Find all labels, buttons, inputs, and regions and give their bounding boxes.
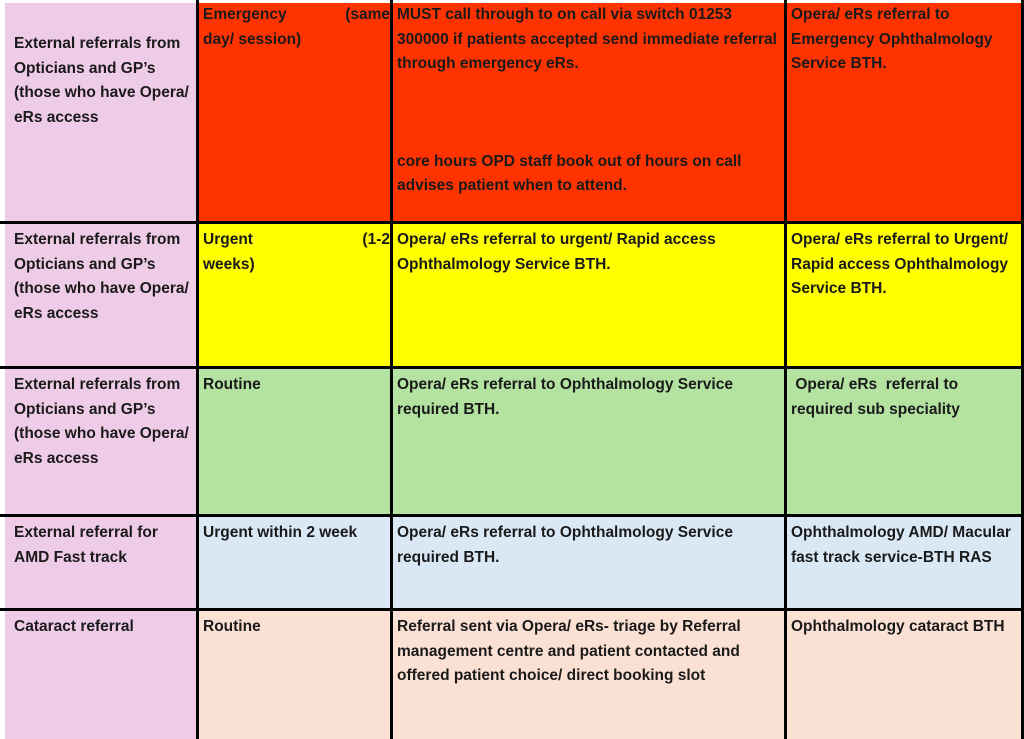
- row-routine-source: External referrals from Opticians and GP’s (those who have Opera/ eRs access: [5, 369, 196, 514]
- urgency-timeframe: (1-2: [362, 231, 390, 248]
- action-out-of-hours-note: core hours OPD staff book out of hours on call advises patient when to attend.: [397, 152, 742, 194]
- row-divider: [0, 366, 1024, 369]
- row-divider: [0, 221, 1024, 224]
- urgency-timeframe: (same: [345, 6, 390, 23]
- column-divider: [390, 0, 393, 739]
- action-call-instruction: MUST call through to on call via switch 01253 300000 if patients accepted send immediate referral through emergency eRs.: [397, 6, 777, 72]
- row-routine-action: Opera/ eRs referral to Ophthalmology Service required BTH.: [393, 369, 784, 514]
- row-amd-urgency: Urgent within 2 week: [199, 517, 390, 608]
- row-divider: [0, 514, 1024, 517]
- urgency-timeframe-cont: weeks): [203, 255, 255, 273]
- row-amd-source: External referral for AMD Fast track: [5, 517, 196, 608]
- row-urgent-source: External referrals from Opticians and GP’s (those who have Opera/ eRs access: [5, 224, 196, 366]
- urgency-timeframe-cont: day/ session): [203, 30, 302, 48]
- row-cataract-destination: Ophthalmology cataract BTH: [787, 611, 1022, 739]
- row-urgent-destination: Opera/ eRs referral to Urgent/ Rapid access Ophthalmology Service BTH.: [787, 224, 1022, 366]
- row-routine-destination: Opera/ eRs referral to required sub speciality: [787, 369, 1022, 514]
- row-urgent-action: Opera/ eRs referral to urgent/ Rapid access Ophthalmology Service BTH.: [393, 224, 784, 366]
- row-emergency-urgency: [199, 3, 390, 221]
- row-emergency-destination: Opera/ eRs referral to Emergency Ophthalmology Service BTH.: [787, 3, 1022, 221]
- row-amd-destination: Ophthalmology AMD/ Macular fast track service-BTH RAS: [787, 517, 1022, 608]
- row-cataract-urgency: Routine: [199, 611, 390, 739]
- row-divider: [0, 608, 1024, 611]
- urgency-level: Emergency: [203, 6, 287, 23]
- row-urgent-urgency: [199, 224, 390, 366]
- row-cataract-action: Referral sent via Opera/ eRs- triage by Referral management centre and patient contacted and offered patient choice/ direct booking slot: [393, 611, 784, 739]
- row-emergency-source: External referrals from Opticians and GP’s (those who have Opera/ eRs access: [5, 3, 196, 221]
- row-amd-action: Opera/ eRs referral to Ophthalmology Service required BTH.: [393, 517, 784, 608]
- column-divider: [784, 0, 787, 739]
- row-cataract-source: Cataract referral: [5, 611, 196, 739]
- row-emergency-action: [393, 3, 784, 221]
- row-routine-urgency: Routine: [199, 369, 390, 514]
- column-divider: [196, 0, 199, 739]
- urgency-level: Urgent: [203, 231, 253, 248]
